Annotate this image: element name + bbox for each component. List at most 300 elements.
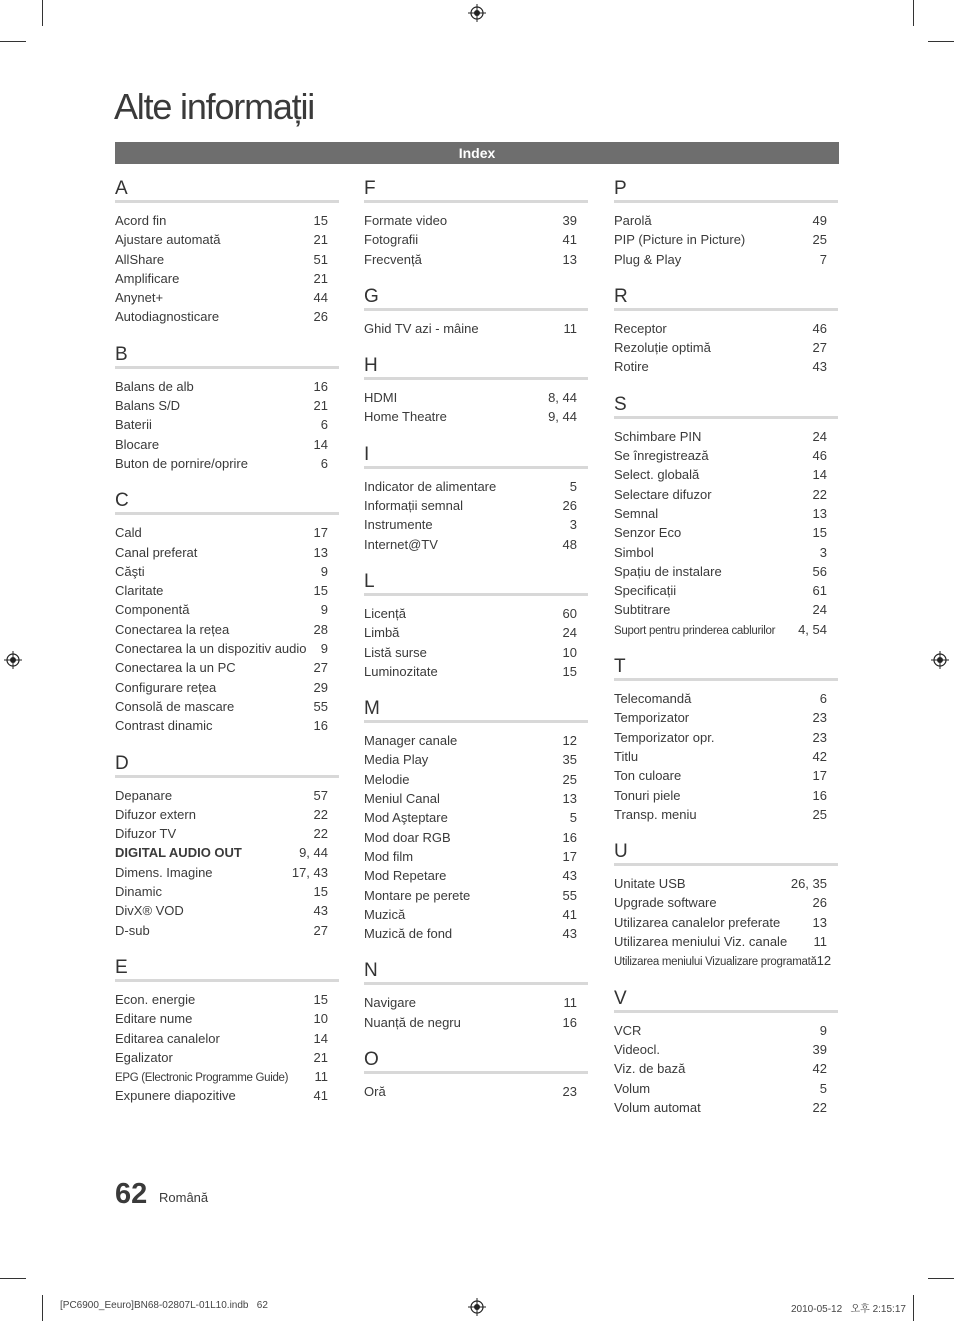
entry-page: 28 bbox=[313, 621, 328, 637]
crop-mark bbox=[928, 1278, 954, 1279]
index-entry bbox=[115, 600, 339, 619]
registration-mark-icon bbox=[468, 1298, 486, 1316]
entry-page: 9 bbox=[320, 563, 328, 579]
entry-label: Volum automat bbox=[614, 1099, 701, 1115]
registration-mark-icon bbox=[468, 4, 486, 22]
entry-page: 44 bbox=[313, 290, 328, 306]
entry-label: Specificații bbox=[614, 583, 677, 599]
entry-label: Conectarea la rețea bbox=[115, 621, 230, 637]
entry-list bbox=[364, 211, 588, 269]
index-section-g bbox=[364, 286, 588, 338]
entry-page: 14 bbox=[812, 467, 827, 483]
entry-label: HDMI bbox=[364, 390, 398, 406]
index-section-u bbox=[614, 841, 838, 970]
entry-label: DivX® VOD bbox=[115, 903, 184, 919]
entry-label: Econ. energie bbox=[115, 991, 196, 1007]
entry-label: Blocare bbox=[115, 436, 160, 452]
entry-label: Transp. meniu bbox=[614, 806, 697, 822]
crop-mark bbox=[42, 1295, 43, 1321]
section-letter: C bbox=[115, 490, 339, 515]
entry-label: DIGITAL AUDIO OUT bbox=[115, 845, 242, 861]
entry-label: Depanare bbox=[115, 787, 173, 803]
entry-list bbox=[364, 1082, 588, 1101]
index-entry bbox=[115, 377, 339, 396]
index-entry bbox=[115, 307, 339, 326]
entry-page: 17 bbox=[562, 848, 577, 864]
entry-label: Navigare bbox=[364, 995, 417, 1011]
registration-mark-icon bbox=[931, 651, 949, 669]
entry-label: Contrast dinamic bbox=[115, 718, 213, 734]
index-entry bbox=[364, 211, 588, 230]
crop-mark bbox=[913, 1295, 914, 1321]
index-entry bbox=[614, 1021, 838, 1040]
index-entry bbox=[115, 716, 339, 735]
index-section-m bbox=[364, 698, 588, 943]
entry-page: 41 bbox=[562, 232, 577, 248]
entry-page: 24 bbox=[812, 602, 827, 618]
entry-label: Consolă de mascare bbox=[115, 698, 235, 714]
index-entry bbox=[115, 1086, 339, 1105]
index-entry bbox=[364, 623, 588, 642]
index-section-i bbox=[364, 444, 588, 554]
entry-label: Baterii bbox=[115, 417, 152, 433]
index-entry bbox=[614, 728, 838, 747]
index-entry bbox=[364, 496, 588, 515]
entry-label: Home Theatre bbox=[364, 409, 447, 425]
index-entry bbox=[614, 951, 838, 970]
index-entry bbox=[614, 689, 838, 708]
entry-label: Upgrade software bbox=[614, 895, 717, 911]
index-entry bbox=[614, 465, 838, 484]
entry-page: 9 bbox=[819, 1022, 827, 1038]
entry-label: Meniul Canal bbox=[364, 791, 440, 807]
index-entry bbox=[115, 921, 339, 940]
index-entry bbox=[364, 662, 588, 681]
entry-page: 55 bbox=[313, 698, 328, 714]
entry-page: 21 bbox=[313, 398, 328, 414]
index-entry bbox=[364, 388, 588, 407]
entry-page: 43 bbox=[812, 359, 827, 375]
entry-page: 15 bbox=[313, 583, 328, 599]
entry-page: 13 bbox=[562, 251, 577, 267]
entry-label: Temporizator bbox=[614, 710, 690, 726]
entry-page: 10 bbox=[562, 644, 577, 660]
entry-label: Telecomandă bbox=[614, 691, 692, 707]
entry-label: Suport pentru prinderea cablurilor bbox=[614, 624, 776, 637]
entry-page: 12 bbox=[816, 953, 832, 969]
entry-page: 15 bbox=[812, 525, 827, 541]
crop-mark bbox=[42, 0, 43, 26]
entry-label: Acord fin bbox=[115, 213, 167, 228]
index-entry bbox=[364, 643, 588, 662]
index-entry bbox=[115, 786, 339, 805]
section-letter: F bbox=[364, 178, 588, 203]
index-entry bbox=[115, 620, 339, 639]
index-entry bbox=[614, 893, 838, 912]
entry-page: 35 bbox=[562, 752, 577, 768]
index-entry bbox=[614, 1079, 838, 1098]
index-entry bbox=[614, 485, 838, 504]
index-entry bbox=[614, 211, 838, 230]
entry-label: Simbol bbox=[614, 544, 654, 560]
index-entry bbox=[364, 230, 588, 249]
entry-list bbox=[115, 377, 339, 473]
index-entry bbox=[614, 1098, 838, 1117]
entry-label: Viz. de bază bbox=[614, 1061, 686, 1077]
entry-label: EPG (Electronic Programme Guide) bbox=[115, 1072, 289, 1085]
entry-label: Rotire bbox=[614, 359, 649, 375]
entry-label: Informații semnal bbox=[364, 498, 463, 514]
registration-mark-icon bbox=[4, 651, 22, 669]
index-entry bbox=[614, 562, 838, 581]
print-file-info: [PC6900_Eeuro]BN68-02807L-01L10.indb 62 bbox=[60, 1300, 268, 1311]
entry-page: 25 bbox=[562, 771, 577, 787]
entry-label: Tonuri piele bbox=[614, 787, 681, 803]
entry-label: Subtitrare bbox=[614, 602, 671, 618]
entry-label: Mod film bbox=[364, 848, 414, 864]
entry-label: Utilizarea meniului Viz. canale bbox=[614, 934, 788, 950]
entry-page: 43 bbox=[562, 868, 577, 884]
entry-label: Listă surse bbox=[364, 644, 427, 660]
entry-label: Editarea canalelor bbox=[115, 1030, 220, 1046]
entry-label: Media Play bbox=[364, 752, 429, 768]
entry-page: 26 bbox=[812, 895, 827, 911]
entry-page: 9, 44 bbox=[548, 409, 577, 425]
index-section-f bbox=[364, 178, 588, 269]
entry-label: Unitate USB bbox=[614, 876, 686, 892]
index-entry bbox=[614, 1059, 838, 1078]
entry-page: 39 bbox=[812, 1041, 827, 1057]
index-entry bbox=[115, 1048, 339, 1067]
entry-label: Formate video bbox=[364, 213, 448, 228]
entry-page: 46 bbox=[812, 448, 827, 464]
index-section-o bbox=[364, 1049, 588, 1101]
entry-label: Volum bbox=[614, 1080, 651, 1096]
index-entry bbox=[115, 843, 339, 862]
entry-page: 15 bbox=[313, 884, 328, 900]
entry-page: 9 bbox=[320, 641, 328, 657]
index-section-h bbox=[364, 355, 588, 427]
entry-page: 9, 44 bbox=[299, 845, 328, 861]
index-entry bbox=[364, 993, 588, 1012]
index-entry bbox=[364, 604, 588, 623]
entry-page: 11 bbox=[813, 934, 827, 950]
index-section-l bbox=[364, 571, 588, 681]
index-entry bbox=[614, 581, 838, 600]
index-entry bbox=[614, 805, 838, 824]
index-entry bbox=[614, 766, 838, 785]
index-entry bbox=[364, 866, 588, 885]
index-entry bbox=[364, 905, 588, 924]
entry-label: Plug & Play bbox=[614, 251, 682, 267]
entry-page: 17, 43 bbox=[291, 864, 328, 880]
entry-page: 4, 54 bbox=[798, 621, 827, 637]
index-entry bbox=[115, 1067, 339, 1086]
entry-label: Conectarea la un PC bbox=[115, 660, 236, 676]
entry-list bbox=[614, 211, 838, 269]
index-entry bbox=[614, 1040, 838, 1059]
entry-page: 16 bbox=[562, 1014, 577, 1030]
index-section-b bbox=[115, 344, 339, 473]
entry-page: 8, 44 bbox=[548, 390, 577, 406]
entry-page: 22 bbox=[812, 1099, 827, 1115]
index-column-3 bbox=[614, 178, 838, 1134]
entry-page: 3 bbox=[819, 544, 827, 560]
entry-page: 13 bbox=[562, 791, 577, 807]
entry-label: Căşti bbox=[115, 563, 145, 579]
entry-label: Anynet+ bbox=[115, 290, 164, 306]
entry-page: 42 bbox=[812, 748, 827, 764]
entry-page: 42 bbox=[812, 1061, 827, 1077]
entry-label: Editare nume bbox=[115, 1011, 193, 1027]
entry-page: 41 bbox=[313, 1088, 328, 1104]
index-entry bbox=[115, 562, 339, 581]
entry-page: 6 bbox=[819, 691, 827, 707]
index-entry bbox=[614, 600, 838, 619]
entry-page: 11 bbox=[563, 320, 577, 336]
index-entry bbox=[115, 415, 339, 434]
entry-list bbox=[364, 388, 588, 427]
crop-mark bbox=[913, 0, 914, 26]
entry-page: 13 bbox=[313, 544, 328, 560]
entry-page: 22 bbox=[812, 486, 827, 502]
index-entry bbox=[614, 357, 838, 376]
entry-label: Videocl. bbox=[614, 1041, 661, 1057]
entry-label: VCR bbox=[614, 1022, 642, 1038]
entry-label: Manager canale bbox=[364, 733, 458, 749]
index-entry bbox=[364, 477, 588, 496]
entry-label: Titlu bbox=[614, 748, 639, 764]
crop-mark bbox=[0, 41, 26, 42]
index-entry bbox=[614, 620, 838, 639]
entry-label: Rezoluție optimă bbox=[614, 340, 711, 356]
entry-page: 15 bbox=[313, 991, 328, 1007]
entry-list bbox=[115, 786, 339, 940]
entry-label: Internet@TV bbox=[364, 536, 438, 552]
index-section-s bbox=[614, 394, 838, 639]
entry-label: PIP (Picture in Picture) bbox=[614, 232, 746, 248]
entry-page: 26 bbox=[562, 498, 577, 514]
index-entry bbox=[115, 863, 339, 882]
entry-page: 16 bbox=[812, 787, 827, 803]
page-number: 62 bbox=[115, 1178, 148, 1210]
entry-page: 10 bbox=[313, 1011, 328, 1027]
entry-label: Canal preferat bbox=[115, 544, 198, 560]
index-entry bbox=[614, 523, 838, 542]
entry-page: 15 bbox=[562, 663, 577, 679]
index-section-c bbox=[115, 490, 339, 735]
index-column-1 bbox=[115, 178, 339, 1123]
index-entry bbox=[364, 319, 588, 338]
index-entry bbox=[115, 1009, 339, 1028]
entry-list bbox=[364, 731, 588, 943]
entry-list bbox=[364, 477, 588, 554]
index-entry bbox=[364, 828, 588, 847]
entry-page: 56 bbox=[812, 563, 827, 579]
section-letter: S bbox=[614, 394, 838, 419]
entry-page: 55 bbox=[562, 887, 577, 903]
entry-list bbox=[614, 427, 838, 639]
entry-label: Difuzor extern bbox=[115, 806, 196, 822]
entry-page: 22 bbox=[313, 806, 328, 822]
entry-label: Cald bbox=[115, 525, 142, 541]
entry-page: 22 bbox=[313, 826, 328, 842]
index-entry bbox=[614, 747, 838, 766]
entry-label: Autodiagnosticare bbox=[115, 309, 220, 325]
entry-page: 24 bbox=[562, 625, 577, 641]
entry-page: 60 bbox=[562, 605, 577, 621]
entry-label: Dimens. Imagine bbox=[115, 864, 213, 880]
section-letter: O bbox=[364, 1049, 588, 1074]
index-entry bbox=[115, 1029, 339, 1048]
entry-label: Select. globală bbox=[614, 467, 700, 483]
entry-label: Claritate bbox=[115, 583, 164, 599]
entry-page: 9 bbox=[320, 602, 328, 618]
entry-list bbox=[364, 993, 588, 1032]
entry-page: 11 bbox=[563, 995, 577, 1011]
entry-label: Mod doar RGB bbox=[364, 829, 451, 845]
entry-page: 24 bbox=[812, 428, 827, 444]
section-letter: V bbox=[614, 988, 838, 1013]
entry-page: 25 bbox=[812, 232, 827, 248]
entry-page: 13 bbox=[812, 505, 827, 521]
entry-page: 43 bbox=[562, 926, 577, 942]
entry-label: Muzică de fond bbox=[364, 926, 453, 942]
index-entry bbox=[614, 932, 838, 951]
entry-label: Ton culoare bbox=[614, 768, 682, 784]
index-entry bbox=[115, 581, 339, 600]
entry-page: 16 bbox=[562, 829, 577, 845]
entry-page: 21 bbox=[313, 270, 328, 286]
entry-list bbox=[614, 689, 838, 824]
entry-page: 5 bbox=[819, 1080, 827, 1096]
index-entry bbox=[614, 446, 838, 465]
entry-list bbox=[614, 1021, 838, 1117]
entry-label: D-sub bbox=[115, 922, 150, 938]
entry-list bbox=[614, 874, 838, 970]
section-letter: M bbox=[364, 698, 588, 723]
entry-label: Selectare difuzor bbox=[614, 486, 712, 502]
index-entry bbox=[115, 901, 339, 920]
index-entry bbox=[364, 808, 588, 827]
entry-label: Receptor bbox=[614, 320, 667, 336]
entry-label: Dinamic bbox=[115, 884, 162, 900]
entry-label: Nuanță de negru bbox=[364, 1014, 461, 1030]
section-letter: U bbox=[614, 841, 838, 866]
index-entry bbox=[364, 1013, 588, 1032]
entry-page: 6 bbox=[320, 455, 328, 471]
entry-page: 23 bbox=[812, 729, 827, 745]
entry-page: 41 bbox=[562, 906, 577, 922]
index-entry bbox=[364, 407, 588, 426]
section-letter: T bbox=[614, 656, 838, 681]
entry-label: Instrumente bbox=[364, 517, 433, 533]
entry-label: Senzor Eco bbox=[614, 525, 682, 541]
entry-list bbox=[364, 319, 588, 338]
entry-label: Balans de alb bbox=[115, 378, 194, 394]
index-header-bar bbox=[115, 142, 839, 164]
entry-page: 21 bbox=[313, 1049, 328, 1065]
index-entry bbox=[115, 269, 339, 288]
index-entry bbox=[115, 396, 339, 415]
entry-page: 11 bbox=[314, 1069, 328, 1085]
index-entry bbox=[364, 1082, 588, 1101]
index-column-2 bbox=[364, 178, 588, 1118]
index-entry bbox=[115, 678, 339, 697]
entry-label: Schimbare PIN bbox=[614, 428, 702, 444]
index-entry bbox=[364, 770, 588, 789]
index-entry bbox=[115, 543, 339, 562]
index-entry bbox=[115, 805, 339, 824]
index-section-d bbox=[115, 753, 339, 940]
index-section-e bbox=[115, 957, 339, 1106]
entry-page: 49 bbox=[812, 213, 827, 228]
index-entry bbox=[614, 427, 838, 446]
entry-label: Se înregistrează bbox=[614, 448, 709, 464]
index-entry bbox=[364, 515, 588, 534]
section-letter: R bbox=[614, 286, 838, 311]
entry-page: 29 bbox=[313, 679, 328, 695]
index-entry bbox=[364, 535, 588, 554]
entry-page: 25 bbox=[812, 806, 827, 822]
entry-label: Mod Repetare bbox=[364, 868, 447, 884]
language-label: Română bbox=[159, 1190, 209, 1205]
section-letter: A bbox=[115, 178, 339, 203]
entry-label: Licență bbox=[364, 605, 406, 621]
entry-label: Oră bbox=[364, 1084, 386, 1100]
index-entry bbox=[115, 435, 339, 454]
entry-page: 26 bbox=[313, 309, 328, 325]
entry-page: 7 bbox=[819, 251, 827, 267]
entry-page: 57 bbox=[313, 787, 328, 803]
section-letter: D bbox=[115, 753, 339, 778]
entry-list bbox=[115, 211, 339, 327]
index-entry bbox=[364, 750, 588, 769]
entry-page: 23 bbox=[812, 710, 827, 726]
print-timestamp: 2010-05-12 오후 2:15:17 bbox=[791, 1304, 906, 1315]
entry-page: 48 bbox=[562, 536, 577, 552]
entry-page: 5 bbox=[569, 810, 577, 826]
index-entry bbox=[614, 913, 838, 932]
entry-page: 6 bbox=[320, 417, 328, 433]
entry-page: 16 bbox=[313, 718, 328, 734]
index-section-t bbox=[614, 656, 838, 824]
index-entry bbox=[115, 824, 339, 843]
entry-label: Balans S/D bbox=[115, 398, 181, 414]
entry-page: 27 bbox=[313, 922, 328, 938]
index-section-p bbox=[614, 178, 838, 269]
entry-label: Conectarea la un dispozitiv audio bbox=[115, 641, 307, 657]
entry-label: Temporizator opr. bbox=[614, 729, 715, 745]
index-entry bbox=[115, 697, 339, 716]
index-entry bbox=[115, 882, 339, 901]
entry-label: Amplificare bbox=[115, 270, 180, 286]
index-entry bbox=[115, 250, 339, 269]
index-entry bbox=[364, 731, 588, 750]
entry-label: Expunere diapozitive bbox=[115, 1088, 236, 1104]
entry-label: AllShare bbox=[115, 251, 165, 267]
index-section-n bbox=[364, 960, 588, 1032]
section-letter: I bbox=[364, 444, 588, 469]
index-section-a bbox=[115, 178, 339, 327]
entry-label: Utilizarea meniului Vizualizare programată bbox=[614, 956, 817, 969]
section-letter: P bbox=[614, 178, 838, 203]
entry-list bbox=[364, 604, 588, 681]
entry-list bbox=[614, 319, 838, 377]
entry-page: 46 bbox=[812, 320, 827, 336]
entry-page: 5 bbox=[569, 478, 577, 494]
entry-page: 61 bbox=[812, 583, 827, 599]
